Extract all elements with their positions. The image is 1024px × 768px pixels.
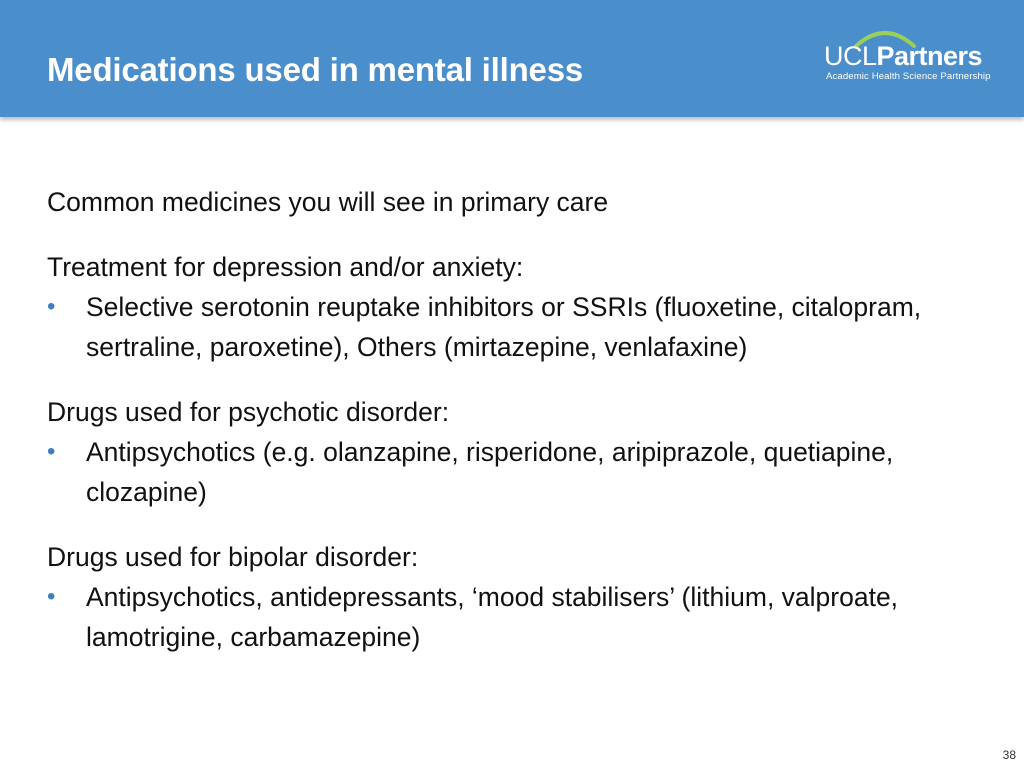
page-number: 38 [1002,748,1016,762]
logo-subtitle: Academic Health Science Partnership [826,71,991,82]
bullet-item [47,287,947,367]
bullet-text: Antipsychotics, antidepressants, ‘mood stabilisers’ (lithium, valproate, lamotrigine, carbamazepine) [86,582,899,652]
logo-partners-text: Partners [876,41,983,71]
section-heading: Drugs used for bipolar disorder: [47,542,419,572]
bullet-icon: • [47,438,56,465]
bullet-icon: • [47,583,56,610]
logo-wordmark [824,43,982,70]
bullet-item [47,432,947,512]
slide-title: Medications used in mental illness [47,51,584,88]
bullet-text: Selective serotonin reuptake inhibitors or SSRIs (fluoxetine, citalopram, sertraline, paroxetine), Others (mirtazepine, venlafaxine) [86,292,922,362]
section-heading: Drugs used for psychotic disorder: [47,397,450,427]
uclpartners-logo [824,26,994,86]
header-bar [0,0,1024,117]
slide-body [47,182,947,682]
intro-text: Common medicines you will see in primary care [47,187,609,217]
section-heading: Treatment for depression and/or anxiety: [47,252,524,282]
section-depression-anxiety [47,247,947,367]
section-bipolar-disorder [47,537,947,657]
bullet-icon: • [47,293,56,320]
bullet-text: Antipsychotics (e.g. olanzapine, risperidone, aripiprazole, quetiapine, clozapine) [86,437,894,507]
section-psychotic-disorder [47,392,947,512]
logo-ucl-text: UCL [824,41,877,71]
bullet-item [47,577,947,657]
